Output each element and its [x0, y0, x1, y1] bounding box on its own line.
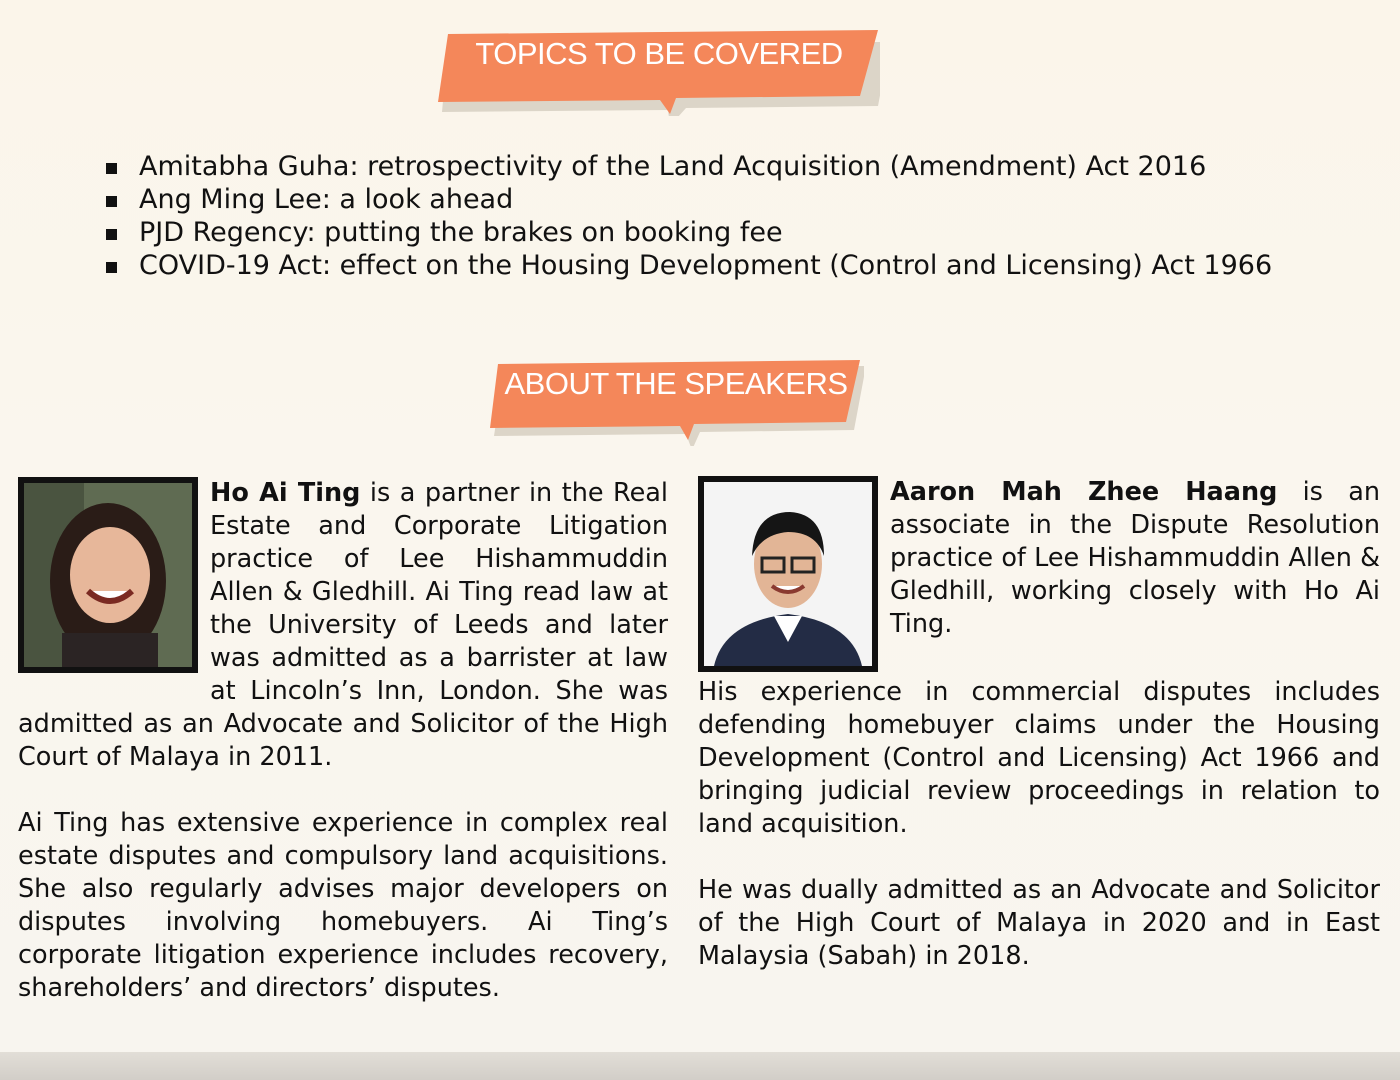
square-bullet-icon — [106, 196, 117, 207]
topics-heading-banner — [438, 16, 880, 116]
speaker-paragraph: Ai Ting has extensive experience in complex real estate disputes and compulsory land acquisitions. She also regularly advises major developers on disputes involving homebuyers. Ai Ting’s corporate litigation experience includes recovery, shareholders’ and directors’ disputes. — [18, 808, 668, 1003]
topic-item: Amitabha Guha: retrospectivity of the Land Acquisition (Amendment) Act 2016 — [106, 150, 1272, 183]
speaker-name: Aaron Mah Zhee Haang — [890, 477, 1278, 507]
square-bullet-icon — [106, 163, 117, 174]
square-bullet-icon — [106, 262, 117, 273]
topic-item: Ang Ming Lee: a look ahead — [106, 183, 1272, 216]
topic-item: PJD Regency: putting the brakes on booking fee — [106, 216, 1272, 249]
speaker-intro: is a partner in the Real Estate and Corporate Litigation practice of Lee Hishammuddin Allen & Gledhill. Ai Ting read law at the University of Leeds and later was admitted as a barrister at law at Lincoln’s Inn, London. She was admitted as an Advocate and Solicitor of the High Court of Malaya in 2011. — [18, 478, 669, 772]
speaker-paragraph: His experience in commercial disputes includes defending homebuyer claims under the Housing Development (Control and Licensing) Act 1966 and bringing judicial review proceedings in relation to land acquisition. — [698, 677, 1380, 839]
speakers-heading: ABOUT THE SPEAKERS — [504, 366, 848, 401]
speaker-photo-aaron-mah — [698, 476, 878, 672]
speaker-name: Ho Ai Ting — [210, 478, 361, 508]
topics-list — [106, 150, 1272, 282]
speaker-intro: is an associate in the Dispute Resolution practice of Lee Hishammuddin Allen & Gledhill, working closely with Ho Ai Ting. — [890, 477, 1380, 639]
speakers-heading-banner — [488, 346, 864, 446]
topic-item: COVID-19 Act: effect on the Housing Development (Control and Licensing) Act 1966 — [106, 249, 1272, 282]
topics-heading: TOPICS TO BE COVERED — [475, 36, 843, 71]
speaker-paragraph: He was dually admitted as an Advocate and Solicitor of the High Court of Malaya in 2020 and in East Malaysia (Sabah) in 2018. — [698, 875, 1380, 971]
speaker-photo-ho-ai-ting — [18, 477, 198, 673]
speaker-bio-ho-ai-ting — [18, 477, 668, 1005]
square-bullet-icon — [106, 229, 117, 240]
page-bottom-bar — [0, 1052, 1400, 1080]
speaker-bio-aaron-mah — [698, 476, 1380, 973]
